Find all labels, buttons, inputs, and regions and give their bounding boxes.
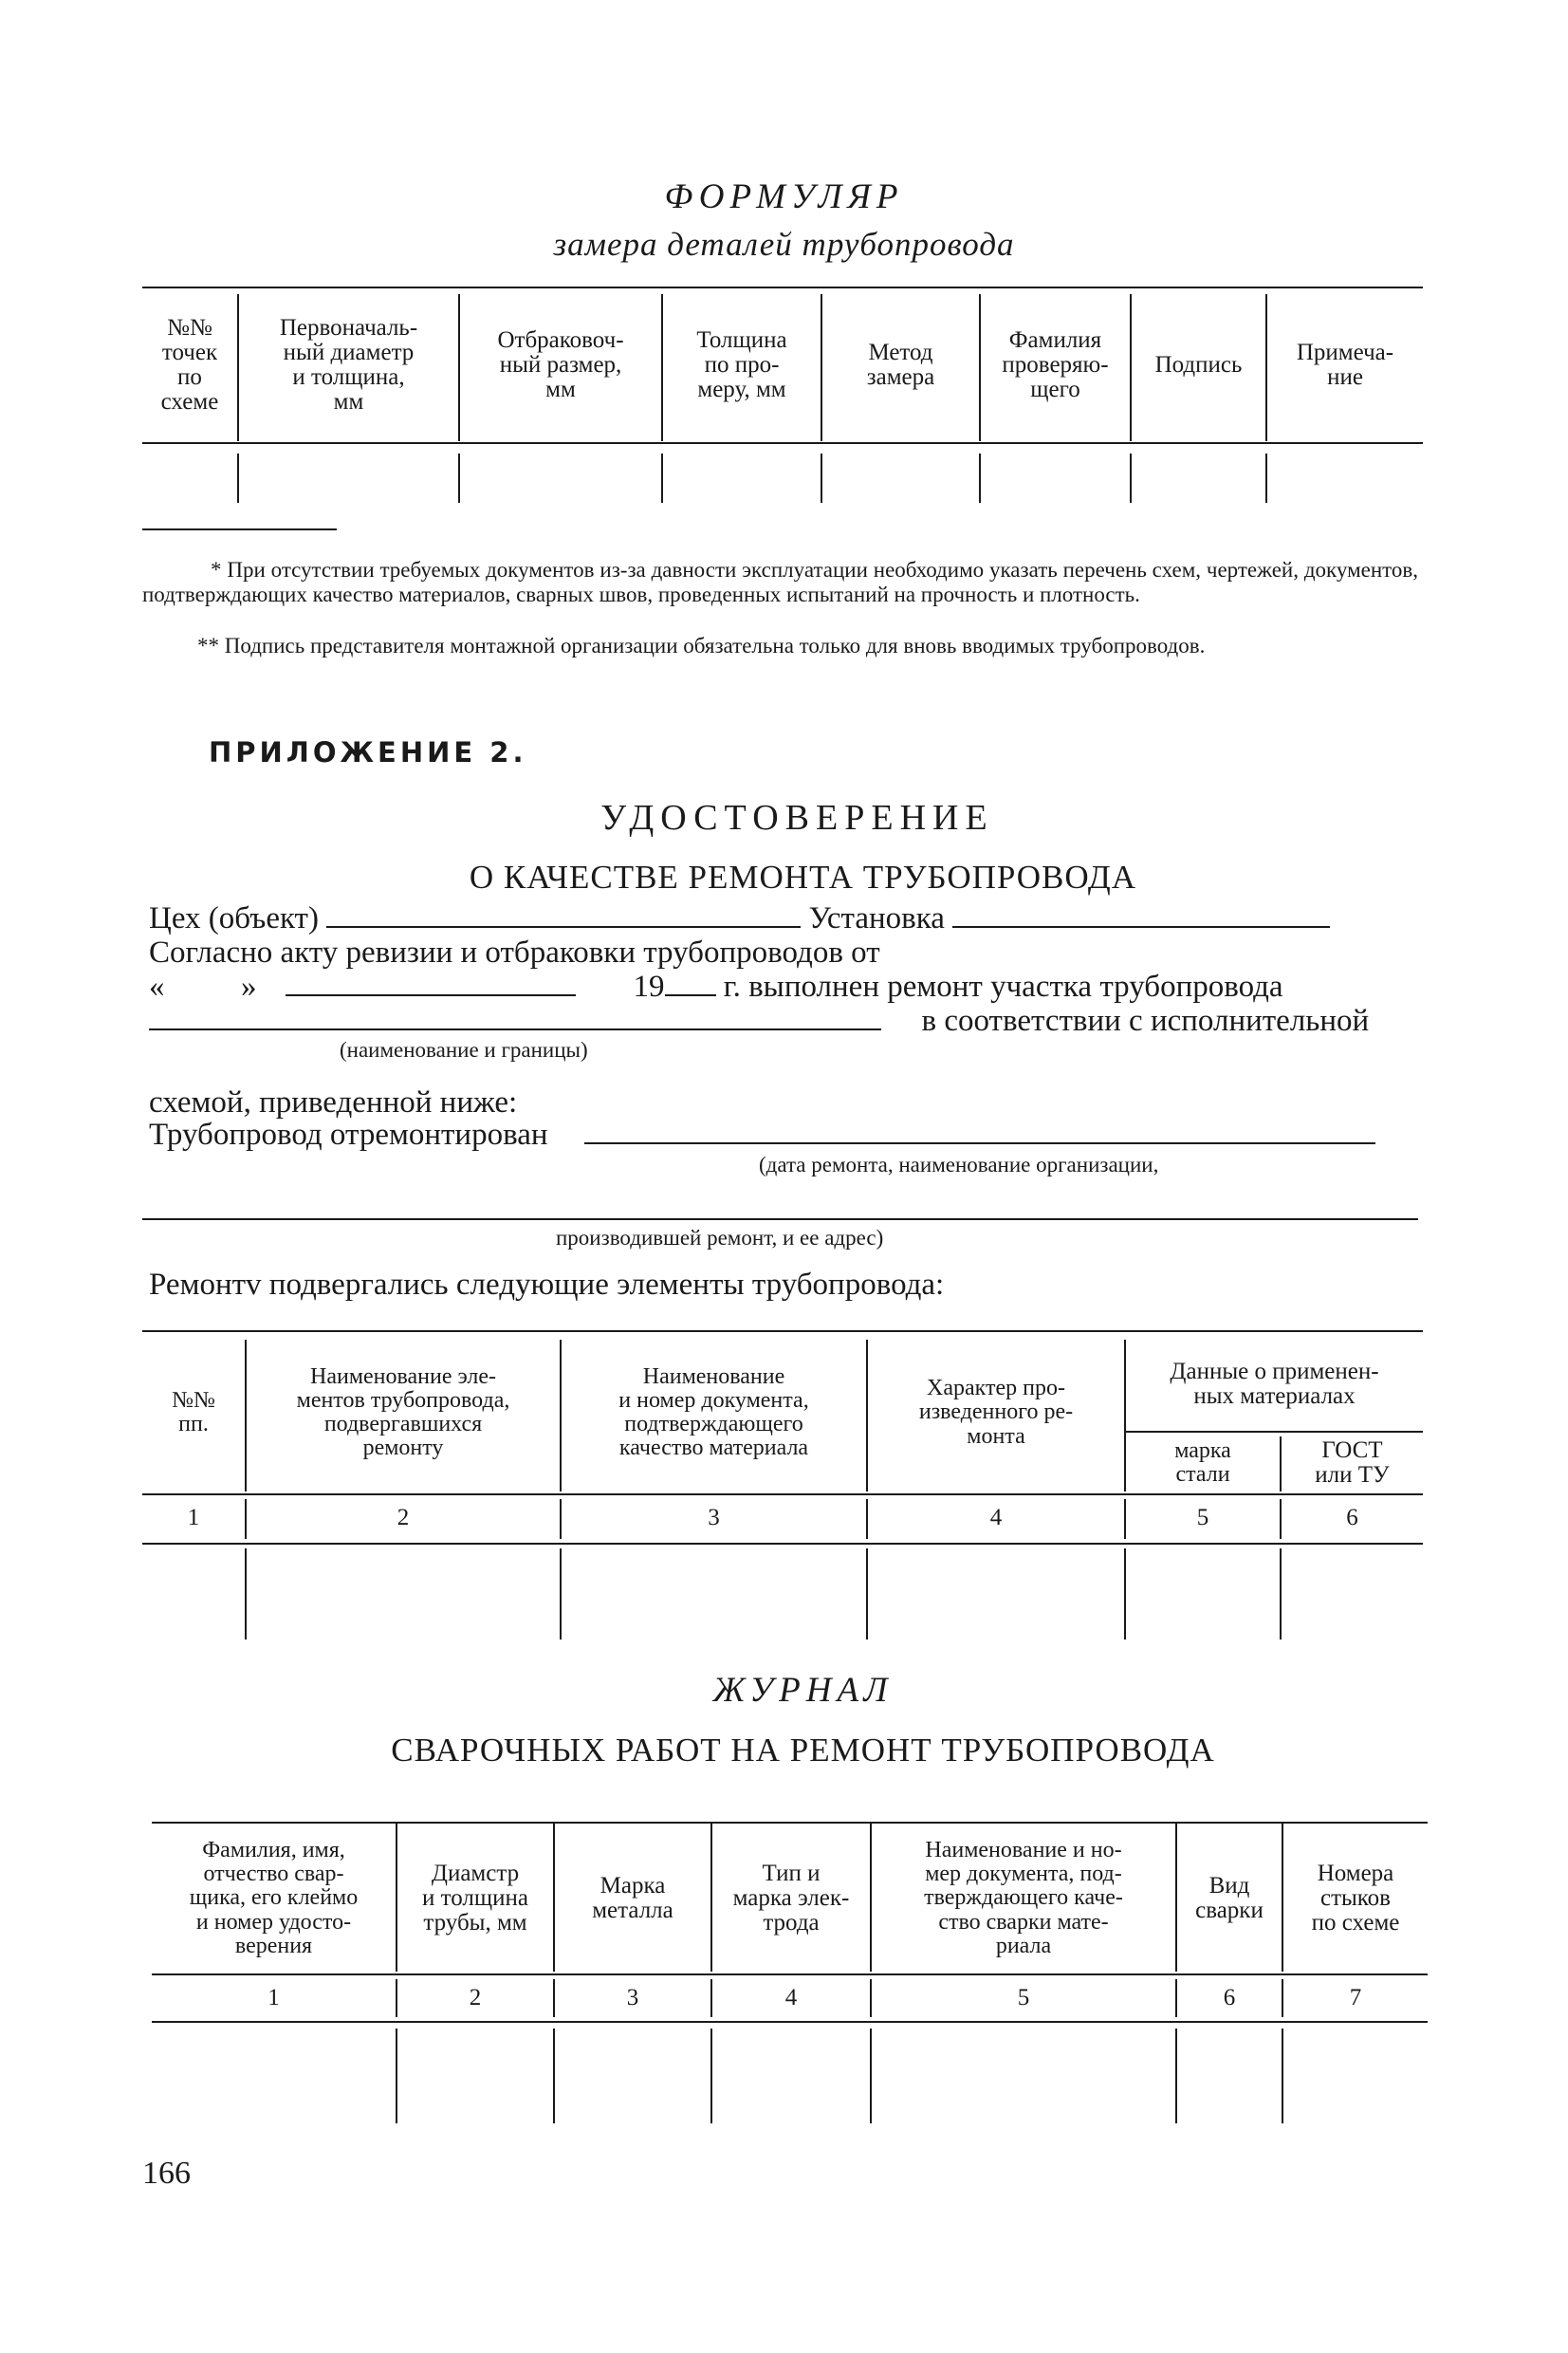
form-col-thickness: Толщина по про- меру, мм bbox=[696, 326, 787, 403]
repair-num-2: 2 bbox=[397, 1505, 410, 1530]
shop-field[interactable] bbox=[326, 926, 801, 928]
repaired-line bbox=[149, 1118, 1375, 1153]
repair-num-4: 4 bbox=[989, 1505, 1003, 1530]
form-col-reject-size: Отбраковоч- ный размер, мм bbox=[497, 326, 624, 403]
footnote-1: * При отсутствии требуемых документов из-за давности эксплуатации необходимо указать перечень схем, чертежей, документов, подтверждающих качество материалов, сварных швов, проведенных испытаний на прочность и плотность. bbox=[142, 558, 1418, 607]
repair-col-elements: Наименование эле- ментов трубопровода, подвергавшихся ремонту bbox=[296, 1363, 510, 1461]
repaired-label: Трубопровод отремонтирован bbox=[149, 1118, 548, 1152]
certificate-subtitle: О КАЧЕСТВЕ РЕМОНТА ТРУБОПРОВОДА bbox=[469, 859, 1137, 896]
quote-close: » bbox=[241, 970, 257, 1004]
repair-col-document: Наименование и номер документа, подтверждающего качество материала bbox=[618, 1363, 809, 1461]
repair-num-1: 1 bbox=[187, 1505, 200, 1530]
form-title: ФОРМУЛЯР bbox=[664, 177, 904, 216]
year-field[interactable] bbox=[665, 994, 716, 996]
installation-label: Установка bbox=[808, 901, 945, 936]
journal-num-7: 7 bbox=[1349, 1985, 1362, 2010]
form-col-points: №№ точек по схеме bbox=[160, 314, 219, 416]
installation-field[interactable] bbox=[952, 926, 1330, 928]
journal-col-electrode: Тип и марка элек- трода bbox=[732, 1860, 850, 1936]
repair-col-steel-grade: марка стали bbox=[1174, 1437, 1231, 1487]
journal-title: ЖУРНАЛ bbox=[712, 1671, 894, 1710]
footnote-divider bbox=[142, 528, 337, 530]
journal-col-metal: Марка металла bbox=[592, 1872, 673, 1923]
org-hint: производившей ремонт, и ее адрес) bbox=[556, 1226, 884, 1250]
scheme-line: схемой, приведенной ниже: bbox=[149, 1085, 518, 1120]
shop-line bbox=[149, 901, 1330, 936]
section-line bbox=[149, 1004, 1369, 1039]
repair-col-gost: ГОСТ или ТУ bbox=[1315, 1436, 1390, 1488]
quote-open: « bbox=[149, 970, 165, 1004]
certificate-title: УДОСТОВЕРЕНИЕ bbox=[600, 798, 994, 838]
repair-col-materials-group: Данные о применен- ных материалах bbox=[1170, 1358, 1379, 1409]
journal-col-document: Наименование и но- мер документа, под- тверждающего каче- ство сварки мате- риала bbox=[924, 1838, 1123, 1958]
footnote-2: ** Подпись представителя монтажной организации обязательна только для вновь вводимых трубопроводов. bbox=[197, 634, 1206, 658]
repair-num-5: 5 bbox=[1196, 1505, 1209, 1530]
repair-col-number: №№ пп. bbox=[172, 1387, 215, 1436]
form-col-method: Метод замера bbox=[866, 339, 935, 390]
journal-col-diameter: Диамстр и толщина трубы, мм bbox=[422, 1860, 528, 1936]
page-number: 166 bbox=[142, 2156, 191, 2191]
journal-num-4: 4 bbox=[784, 1985, 798, 2010]
year-label: 19 bbox=[633, 970, 665, 1004]
repair-num-3: 3 bbox=[708, 1505, 720, 1530]
form-subtitle: замера деталей трубопровода bbox=[553, 226, 1015, 263]
journal-num-3: 3 bbox=[626, 1985, 639, 2010]
form-col-signature: Подпись bbox=[1154, 351, 1243, 378]
form-col-inspector: Фамилия проверяю- щего bbox=[1002, 326, 1109, 403]
form-col-notes: Примеча- ние bbox=[1296, 339, 1394, 390]
journal-num-1: 1 bbox=[267, 1985, 280, 2010]
journal-col-welder: Фамилия, имя, отчество свар- щика, его клеймо и номер удосто- верения bbox=[189, 1838, 359, 1958]
date-line bbox=[149, 970, 1283, 1005]
repair-num-6: 6 bbox=[1346, 1505, 1358, 1530]
date-hint: (дата ремонта, наименование организации, bbox=[759, 1153, 1159, 1176]
repair-line: г. выполнен ремонт участка трубопровода bbox=[723, 970, 1283, 1004]
org-field[interactable] bbox=[142, 1218, 1418, 1220]
form-col-initial-diameter: Первоначаль- ный диаметр и толщина, мм bbox=[279, 314, 418, 416]
name-hint: (наименование и границы) bbox=[340, 1038, 588, 1062]
appendix-heading: ПРИЛОЖЕНИЕ 2. bbox=[209, 736, 527, 769]
repair-col-character: Характер про- изведенного ре- монта bbox=[918, 1376, 1074, 1449]
journal-col-joints: Номера стыков по схеме bbox=[1311, 1860, 1400, 1936]
journal-subtitle: СВАРОЧНЫХ РАБОТ НА РЕМОНТ ТРУБОПРОВОДА bbox=[391, 1732, 1215, 1769]
journal-num-2: 2 bbox=[469, 1985, 482, 2010]
journal-num-6: 6 bbox=[1223, 1985, 1236, 2010]
section-field[interactable] bbox=[149, 1028, 881, 1030]
repaired-field[interactable] bbox=[584, 1142, 1375, 1144]
journal-num-5: 5 bbox=[1017, 1985, 1030, 2010]
accordance-line: в соответствии с исполнительной bbox=[921, 1004, 1370, 1038]
shop-label: Цех (объект) bbox=[149, 901, 319, 936]
act-line: Согласно акту ревизии и отбраковки трубопроводов от bbox=[149, 936, 880, 970]
elements-line: Ремонтv подвергались следующие элементы трубопровода: bbox=[149, 1268, 945, 1302]
date-field[interactable] bbox=[286, 994, 576, 996]
journal-col-weld-type: Вид сварки bbox=[1195, 1872, 1264, 1923]
